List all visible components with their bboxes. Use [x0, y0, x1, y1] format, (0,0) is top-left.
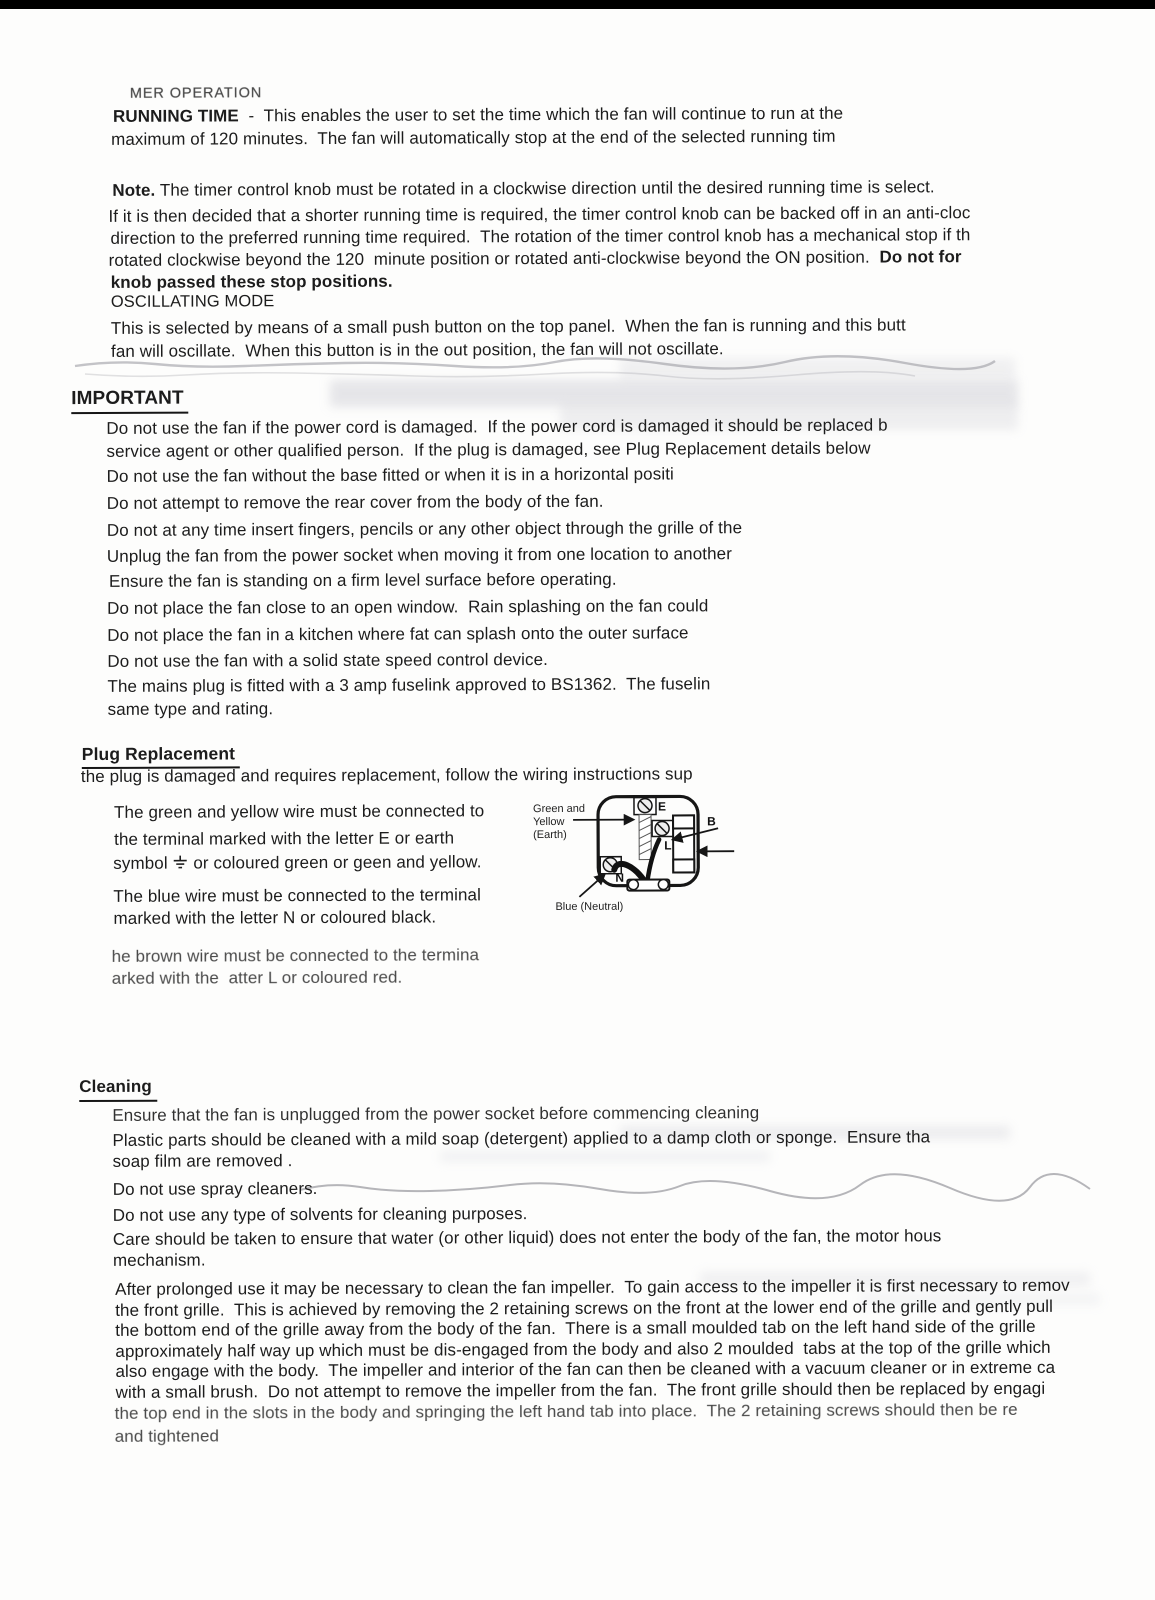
text-line: and tightened [114, 1425, 220, 1446]
text-line: Plastic parts should be cleaned with a mild soap (detergent) applied to a damp cloth or sponge. Ensure tha [112, 1127, 931, 1150]
text-line: Do not use the fan with a solid state speed control device. [107, 650, 549, 671]
earth-symbol-icon [172, 855, 188, 871]
plug-replacement-heading: Plug Replacement [82, 742, 240, 768]
cleaning-item [112, 1102, 759, 1126]
important-item [107, 491, 604, 516]
important-item [107, 595, 708, 620]
running-time-line1 [113, 103, 843, 129]
page-heading-cut: MER OPERATION [129, 85, 263, 102]
important-item [106, 415, 888, 463]
plug-replacement-intro: the plug is damaged and requires replacement, follow the wiring instructions sup [80, 764, 693, 787]
earth-symbol-pre-text: symbol [113, 853, 173, 873]
text-line: arked with the atter L or coloured red. [111, 967, 403, 988]
neutral-label-arrow [579, 875, 604, 897]
cleaning-heading: Cleaning [79, 1076, 157, 1102]
oscillating-paragraph [111, 314, 906, 362]
blue-wire-paragraph [113, 884, 481, 929]
text-line: Ensure that the fan is unplugged from the power socket before commencing cleaning [112, 1103, 760, 1125]
earth-label-line1: Green and [532, 802, 586, 816]
cleaning-heading-block [79, 1076, 157, 1102]
text-line: Do not use the fan if the power cord is damaged. If the power cord is damaged it should be replaced b [106, 415, 888, 438]
important-heading-block [71, 388, 189, 414]
terminal-letter-n: N [615, 870, 625, 885]
timer-para-line4: knob passed these stop positions. [110, 271, 393, 292]
text-line: the top end in the slots in the body and springing the left hand tab into place. The 2 retaining screws should then be re [114, 1399, 1018, 1423]
text-line: Unplug the fan from the power socket when moving it from one location to another [106, 544, 733, 566]
text-line: The mains plug is fitted with a 3 amp fuselink approved to BS1362. The fuselin [107, 674, 711, 696]
text-line: service agent or other qualified person. If the plug is damaged, see Plug Replacement details below [106, 438, 871, 461]
text-line: Do not place the fan in a kitchen where fat can splash onto the outer surface [107, 623, 689, 645]
terminal-letter-e: E [657, 799, 667, 814]
earth-symbol-post-text: or coloured green or geen and yellow. [188, 852, 482, 873]
text-line: same type and rating. [107, 698, 274, 719]
text-line: Care should be taken to ensure that water (or other liquid) does not enter the body of the fan, the motor hous [112, 1226, 942, 1249]
text-line: marked with the letter N or coloured black. [113, 906, 437, 928]
text-line: soap film are removed . [112, 1150, 293, 1171]
note-paragraph [112, 176, 935, 202]
running-time-line2: maximum of 120 minutes. The fan will automatically stop at the end of the selected running tim [111, 126, 836, 149]
text-line: Do not use any type of solvents for cleaning purposes. [112, 1204, 528, 1225]
text-line: Ensure the fan is standing on a firm level surface before operating. [108, 569, 617, 591]
important-item [109, 569, 617, 594]
text-line: The blue wire must be connected to the terminal [113, 885, 481, 906]
neutral-label: Blue (Neutral) [555, 900, 624, 913]
cleaning-item [112, 1127, 930, 1172]
cleaning-item [113, 1178, 318, 1200]
timer-para-line3 [109, 246, 962, 272]
text-line: Do not place the fan close to an open window. Rain splashing on the fan could [107, 596, 709, 618]
running-time-text: - This enables the user to set the time which the fan will continue to run at the [238, 103, 844, 126]
brown-label-cut: B [707, 814, 716, 829]
running-time-label: RUNNING TIME [112, 106, 239, 126]
important-item [107, 649, 548, 673]
text-line: the terminal marked with the letter E or earth [114, 828, 455, 849]
earth-label-line2: Yellow [533, 815, 565, 829]
text-line: mechanism. [112, 1250, 206, 1270]
important-item [107, 673, 710, 721]
text-line: the bottom end of the grille away from the body of the fan. There is a small moulded tab on the left hand side of the grille [115, 1316, 1036, 1340]
plug-wiring-diagram [521, 769, 737, 918]
timer-para-line1: If it is then decided that a shorter running time is required, the timer control knob can be backed off in an anti-cloc [108, 203, 971, 226]
text-line: This is selected by means of a small push button on the top panel. When the fan is running and this butt [110, 315, 906, 338]
cleaning-item [113, 1226, 942, 1271]
earth-label-line3: (Earth) [533, 828, 567, 842]
note-label: Note. [112, 180, 156, 200]
text-line: fan will oscillate. When this button is in the out position, the fan will not oscillate. [110, 338, 724, 361]
important-heading: IMPORTANT [71, 388, 189, 414]
text-line: Do not attempt to remove the rear cover from the body of the fan. [106, 491, 604, 513]
impeller-cleaning-paragraph [115, 1276, 1070, 1403]
terminal-letter-l: L [664, 838, 672, 853]
important-item [107, 622, 688, 647]
text-line: Do not use the fan without the base fitted or when it is in a horizontal positi [106, 464, 674, 486]
timer-para-text: rotated clockwise beyond the 120 minute position or rotated anti-clockwise beyond the ON position. [108, 247, 880, 270]
text-line: the front grille. This is achieved by removing the 2 retaining screws on the front at the lower end of the grille and gently pull [115, 1296, 1054, 1320]
text-line: The green and yellow wire must be connected to [113, 801, 485, 822]
timer-para-line2: direction to the preferred running time required. The rotation of the timer control knob has a mechanical stop if th [110, 225, 971, 248]
important-item [107, 543, 732, 568]
cleaning-item [113, 1203, 528, 1226]
text-line: with a small brush. Do not attempt to remove the impeller from the fan. The front grille should then be replaced by engagi [115, 1378, 1046, 1402]
earth-wire-paragraph [114, 797, 485, 853]
brown-wire-paragraph [112, 944, 480, 989]
text-line: Do not at any time insert fingers, pencils or any other object through the grille of the [106, 518, 743, 540]
timer-para-warning: Do not for [879, 247, 962, 267]
earth-wire-symbol-line [113, 851, 481, 875]
impeller-cleaning-paragraph-faded [115, 1399, 1018, 1448]
text-line: also engage with the body. The impeller and interior of the fan can then be cleaned with a vacuum cleaner or in extreme ca [115, 1357, 1056, 1381]
text-line: After prolonged use it may be necessary to clean the fan impeller. To gain access to the impeller it is first necessary to remov [115, 1275, 1070, 1299]
oscillating-mode-heading: OSCILLATING MODE [110, 292, 275, 311]
note-text: The timer control knob must be rotated in a clockwise direction until the desired running time is select. [155, 177, 935, 200]
important-item [107, 517, 742, 542]
text-line: he brown wire must be connected to the termina [111, 945, 480, 966]
text-line: Do not use spray cleaners. [112, 1179, 318, 1199]
important-item [107, 463, 674, 488]
text-line: approximately half way up which must be dis-engaged from the body and also 2 moulded tabs at the top of the grille which [115, 1337, 1051, 1361]
